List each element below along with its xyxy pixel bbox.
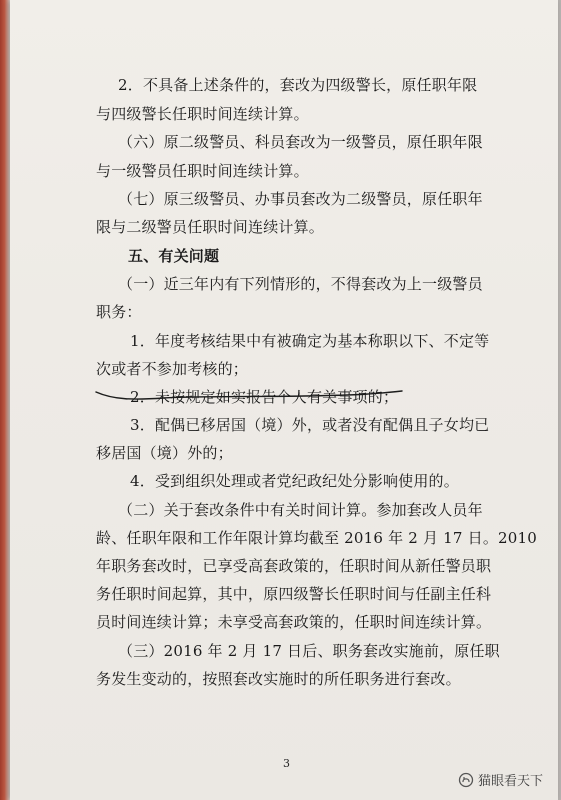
text-line: 与四级警长任职时间连续计算。 (96, 105, 309, 123)
underlined-text-line: 2．未按规定如实报告个人有关事项的； (130, 388, 399, 406)
folder-edge (0, 0, 10, 800)
text-line: 龄、任职年限和工作年限计算均截至 2016 年 2 月 17 日。2010 (96, 529, 537, 547)
text-line: 员时间连续计算；未享受高套政策的，任职时间连续计算。 (96, 613, 492, 631)
text-line: （二）关于套改条件中有关时间计算。参加套改人员年 (118, 501, 483, 519)
text-line: 限与二级警员任职时间连续计算。 (96, 218, 325, 236)
text-line: （三）2016 年 2 月 17 日后、职务套改实施前，原任职 (118, 642, 500, 660)
text-line: 次或者不参加考核的； (96, 360, 249, 378)
text-line: 职务： (96, 303, 142, 321)
text-line: 1．年度考核结果中有被确定为基本称职以下、不定等 (130, 332, 490, 350)
text-line: 年职务套改时，已享受高套政策的，任职时间从新任警员职 (96, 557, 492, 575)
text-line: 务任职时间起算，其中，原四级警长任职时间与任副主任科 (96, 585, 492, 603)
document-page (10, 0, 558, 800)
text-line: 务发生变动的，按照套改实施时的所任职务进行套改。 (96, 670, 461, 688)
text-line: （一）近三年内有下列情形的，不得套改为上一级警员 (118, 275, 483, 293)
watermark-text: 猫眼看天下 (478, 774, 544, 789)
text-line: 移居国（境）外的； (96, 444, 233, 462)
wechat-official-account-icon (458, 772, 474, 788)
section-heading: 五、有关问题 (128, 247, 220, 265)
text-line: 2．不具备上述条件的，套改为四级警长，原任职年限 (118, 76, 478, 94)
text-line: 4．受到组织处理或者党纪政纪处分影响使用的。 (130, 472, 459, 490)
text-line: 3．配偶已移居国（境）外，或者没有配偶且子女均已 (130, 416, 490, 434)
text-line: （七）原三级警员、办事员套改为二级警员，原任职年 (118, 190, 483, 208)
text-line: 与一级警员任职时间连续计算。 (96, 162, 309, 180)
watermark (458, 770, 543, 789)
page-number: 3 (283, 757, 290, 770)
text-line: （六）原二级警员、科员套改为一级警员，原任职年限 (118, 133, 483, 151)
